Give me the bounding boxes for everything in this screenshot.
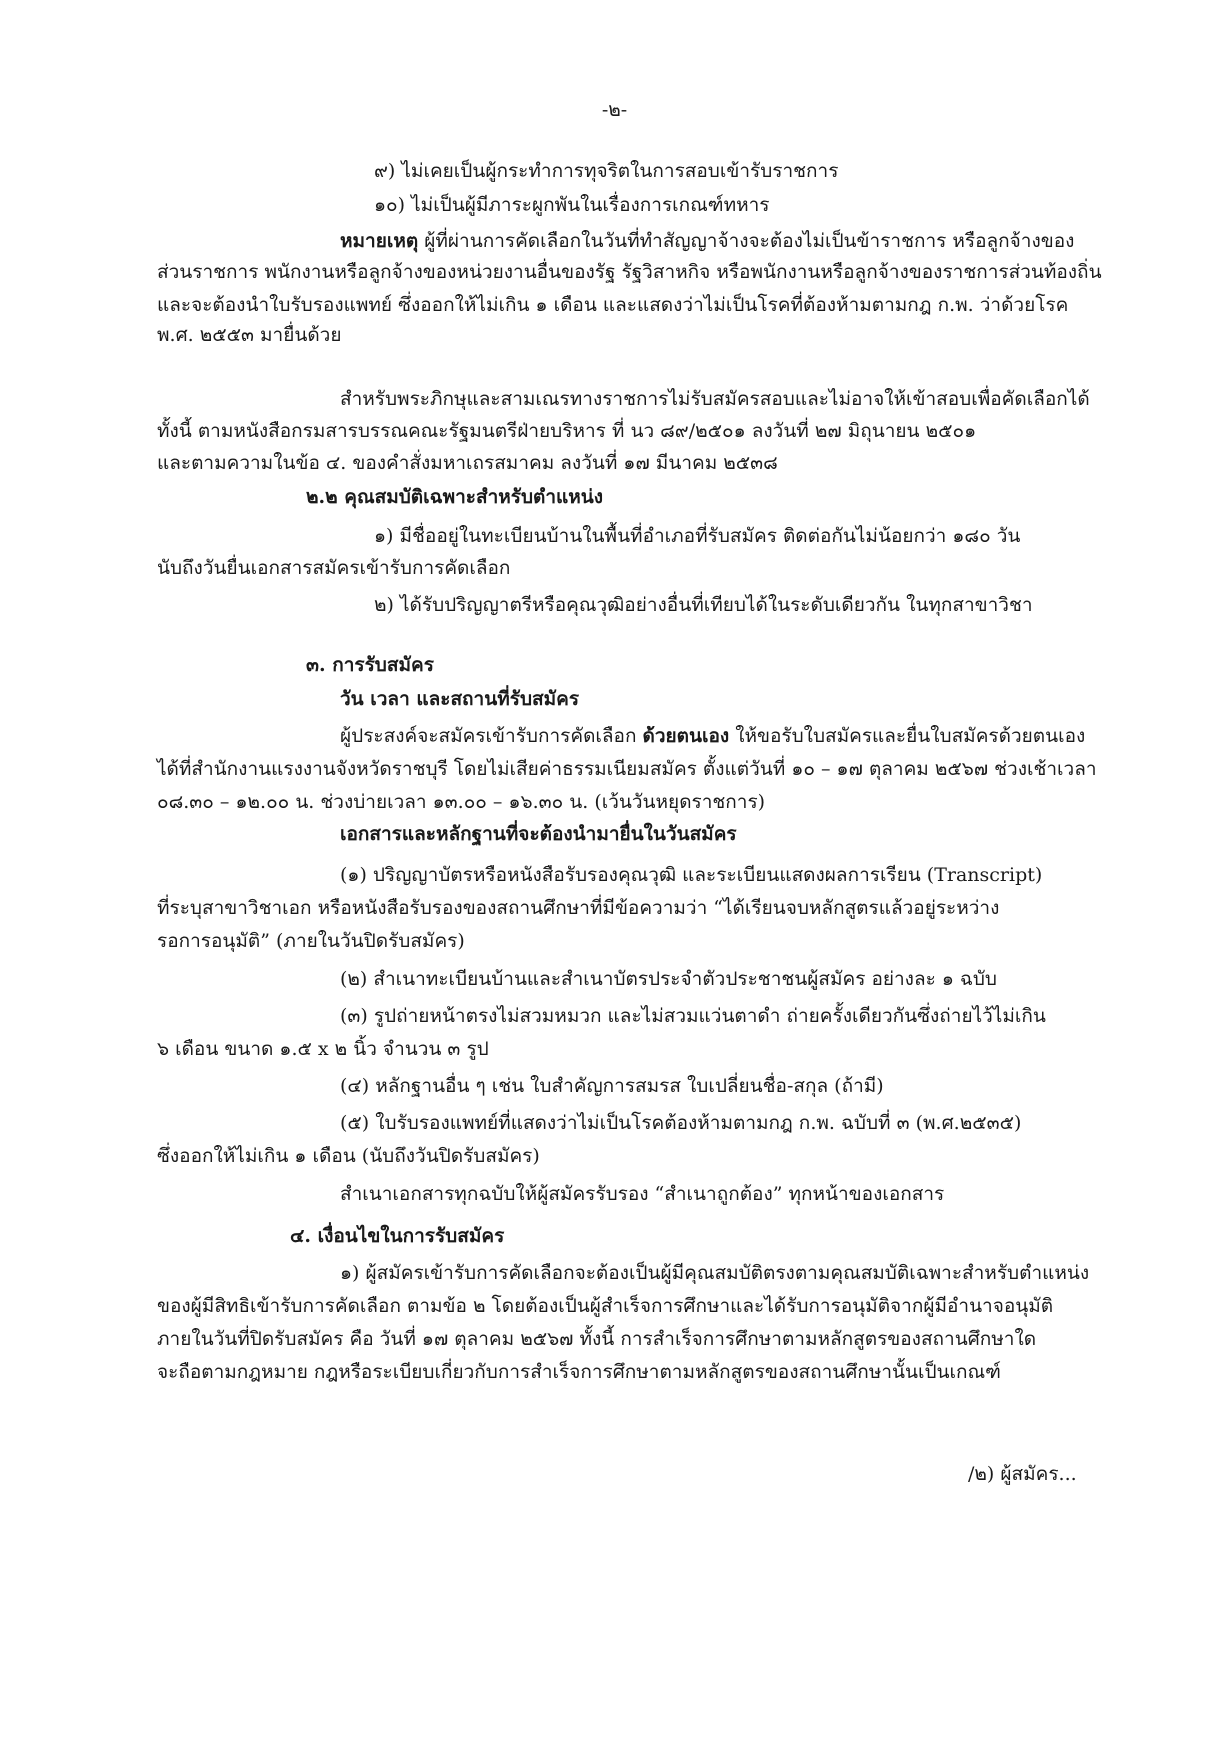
continued-on-next-page: /๒) ผู้สมัคร... xyxy=(968,1463,1077,1485)
document-4: (๔) หลักฐานอื่น ๆ เช่น ใบสำคัญการสมรส ใบเปลี่ยนชื่อ-สกุล (ถ้ามี) xyxy=(340,1075,884,1097)
application-schedule-line-1 xyxy=(340,720,1085,753)
document-3-line-1: (๓) รูปถ่ายหน้าตรงไม่สวมหมวก และไม่สวมแว่นตาดำ ถ่ายครั้งเดียวกันซึ่งถ่ายไว้ไม่เกิน xyxy=(340,1005,1046,1027)
document-1-line-2: ที่ระบุสาขาวิชาเอก หรือหนังสือรับรองของสถานศึกษาที่มีข้อความว่า “ได้เรียนจบหลักสูตรแล้วอยู่ระหว่าง xyxy=(157,897,1000,919)
qualification-item-9: ๙) ไม่เคยเป็นผู้กระทำการทุจริตในการสอบเข้ารับราชการ xyxy=(374,160,839,182)
certified-copies-note: สำเนาเอกสารทุกฉบับให้ผู้สมัครรับรอง “สำเนาถูกต้อง” ทุกหน้าของเอกสาร xyxy=(340,1183,945,1205)
note-line-3: และจะต้องนำใบรับรองแพทย์ ซึ่งออกให้ไม่เกิน ๑ เดือน และแสดงว่าไม่เป็นโรคที่ต้องห้ามตามกฎ ก.พ. ว่าด้วยโรค xyxy=(157,294,1069,316)
note-line-1 xyxy=(340,225,1074,258)
specific-qualification-2: ๒) ได้รับปริญญาตรีหรือคุณวุฒิอย่างอื่นที่เทียบได้ในระดับเดียวกัน ในทุกสาขาวิชา xyxy=(374,594,1033,616)
section-2-2-heading: ๒.๒ คุณสมบัติเฉพาะสำหรับตำแหน่ง xyxy=(306,486,604,508)
application-schedule-heading: วัน เวลา และสถานที่รับสมัคร xyxy=(340,688,580,710)
required-documents-heading: เอกสารและหลักฐานที่จะต้องนำมายื่นในวันสมัคร xyxy=(340,823,737,845)
page-number: -๒- xyxy=(601,99,628,121)
document-1-line-1: (๑) ปริญญาบัตรหรือหนังสือรับรองคุณวุฒิ และระเบียนแสดงผลการเรียน (Transcript) xyxy=(340,864,1043,886)
monks-paragraph-line-3: และตามความในข้อ ๔. ของคำสั่งมหาเถรสมาคม ลงวันที่ ๑๗ มีนาคม ๒๕๓๘ xyxy=(157,452,778,474)
qualification-item-10: ๑๐) ไม่เป็นผู้มีภาระผูกพันในเรื่องการเกณฑ์ทหาร xyxy=(374,194,770,216)
monks-paragraph-line-1: สำหรับพระภิกษุและสามเณรทางราชการไม่รับสมัครสอบและไม่อาจให้เข้าสอบเพื่อคัดเลือกได้ xyxy=(340,388,1090,410)
document-3-line-2: ๖ เดือน ขนาด ๑.๕ x ๒ นิ้ว จำนวน ๓ รูป xyxy=(157,1038,489,1060)
application-schedule-line-1-c: ให้ขอรับใบสมัครและยื่นใบสมัครด้วยตนเอง xyxy=(729,725,1086,747)
section-3-heading: ๓. การรับสมัคร xyxy=(306,654,434,676)
note-line-1-text: ผู้ที่ผ่านการคัดเลือกในวันที่ทำสัญญาจ้างจะต้องไม่เป็นข้าราชการ หรือลูกจ้างของ xyxy=(418,230,1075,252)
document-5-line-1: (๕) ใบรับรองแพทย์ที่แสดงว่าไม่เป็นโรคต้องห้ามตามกฎ ก.พ. ฉบับที่ ๓ (พ.ศ.๒๕๓๕) xyxy=(340,1112,1022,1134)
specific-qualification-1-line-2: นับถึงวันยื่นเอกสารสมัครเข้ารับการคัดเลือก xyxy=(157,557,511,579)
condition-1-line-4: จะถือตามกฎหมาย กฎหรือระเบียบเกี่ยวกับการสำเร็จการศึกษาตามหลักสูตรของสถานศึกษานั้นเป็นเกณฑ์ xyxy=(157,1361,1001,1383)
document-2: (๒) สำเนาทะเบียนบ้านและสำเนาบัตรประจำตัวประชาชนผู้สมัคร อย่างละ ๑ ฉบับ xyxy=(340,968,997,990)
section-4-heading: ๔. เงื่อนไขในการรับสมัคร xyxy=(290,1225,505,1247)
note-line-2: ส่วนราชการ พนักงานหรือลูกจ้างของหน่วยงานอื่นของรัฐ รัฐวิสาหกิจ หรือพนักงานหรือลูกจ้างของราชการส่วนท้องถิ่น xyxy=(157,261,1102,283)
monks-paragraph-line-2: ทั้งนี้ ตามหนังสือกรมสารบรรณคณะรัฐมนตรีฝ่ายบริหาร ที่ นว ๘๙/๒๕๐๑ ลงวันที่ ๒๗ มิถุนายน ๒๕๐๑ xyxy=(157,420,977,442)
condition-1-line-1: ๑) ผู้สมัครเข้ารับการคัดเลือกจะต้องเป็นผู้มีคุณสมบัติตรงตามคุณสมบัติเฉพาะสำหรับตำแหน่ง xyxy=(340,1262,1090,1284)
application-schedule-line-2: ได้ที่สำนักงานแรงงานจังหวัดราชบุรี โดยไม่เสียค่าธรรมเนียมสมัคร ตั้งแต่วันที่ ๑๐ – ๑๗ ตุลาคม ๒๕๖๗ ช่วงเช้าเวลา xyxy=(157,758,1097,780)
document-5-line-2: ซึ่งออกให้ไม่เกิน ๑ เดือน (นับถึงวันปิดรับสมัคร) xyxy=(157,1145,540,1167)
application-schedule-line-3: ๐๘.๓๐ – ๑๒.๐๐ น. ช่วงบ่ายเวลา ๑๓.๐๐ – ๑๖.๓๐ น. (เว้นวันหยุดราชการ) xyxy=(157,791,766,813)
note-line-4: พ.ศ. ๒๕๕๓ มายื่นด้วย xyxy=(157,324,342,346)
application-schedule-line-1-a: ผู้ประสงค์จะสมัครเข้ารับการคัดเลือก xyxy=(340,725,643,747)
note-label: หมายเหตุ xyxy=(340,230,419,252)
in-person-emphasis: ด้วยตนเอง xyxy=(642,725,730,747)
condition-1-line-2: ของผู้มีสิทธิเข้ารับการคัดเลือก ตามข้อ ๒ โดยต้องเป็นผู้สำเร็จการศึกษาและได้รับการอนุมัติจากผู้มีอำนาจอนุมัติ xyxy=(157,1295,1054,1317)
document-1-line-3: รอการอนุมัติ” (ภายในวันปิดรับสมัคร) xyxy=(157,930,465,952)
condition-1-line-3: ภายในวันที่ปิดรับสมัคร คือ วันที่ ๑๗ ตุลาคม ๒๕๖๗ ทั้งนี้ การสำเร็จการศึกษาตามหลักสูตรของสถานศึกษาใด xyxy=(157,1328,1037,1350)
specific-qualification-1-line-1: ๑) มีชื่ออยู่ในทะเบียนบ้านในพื้นที่อำเภอที่รับสมัคร ติดต่อกันไม่น้อยกว่า ๑๘๐ วัน xyxy=(374,525,1021,547)
